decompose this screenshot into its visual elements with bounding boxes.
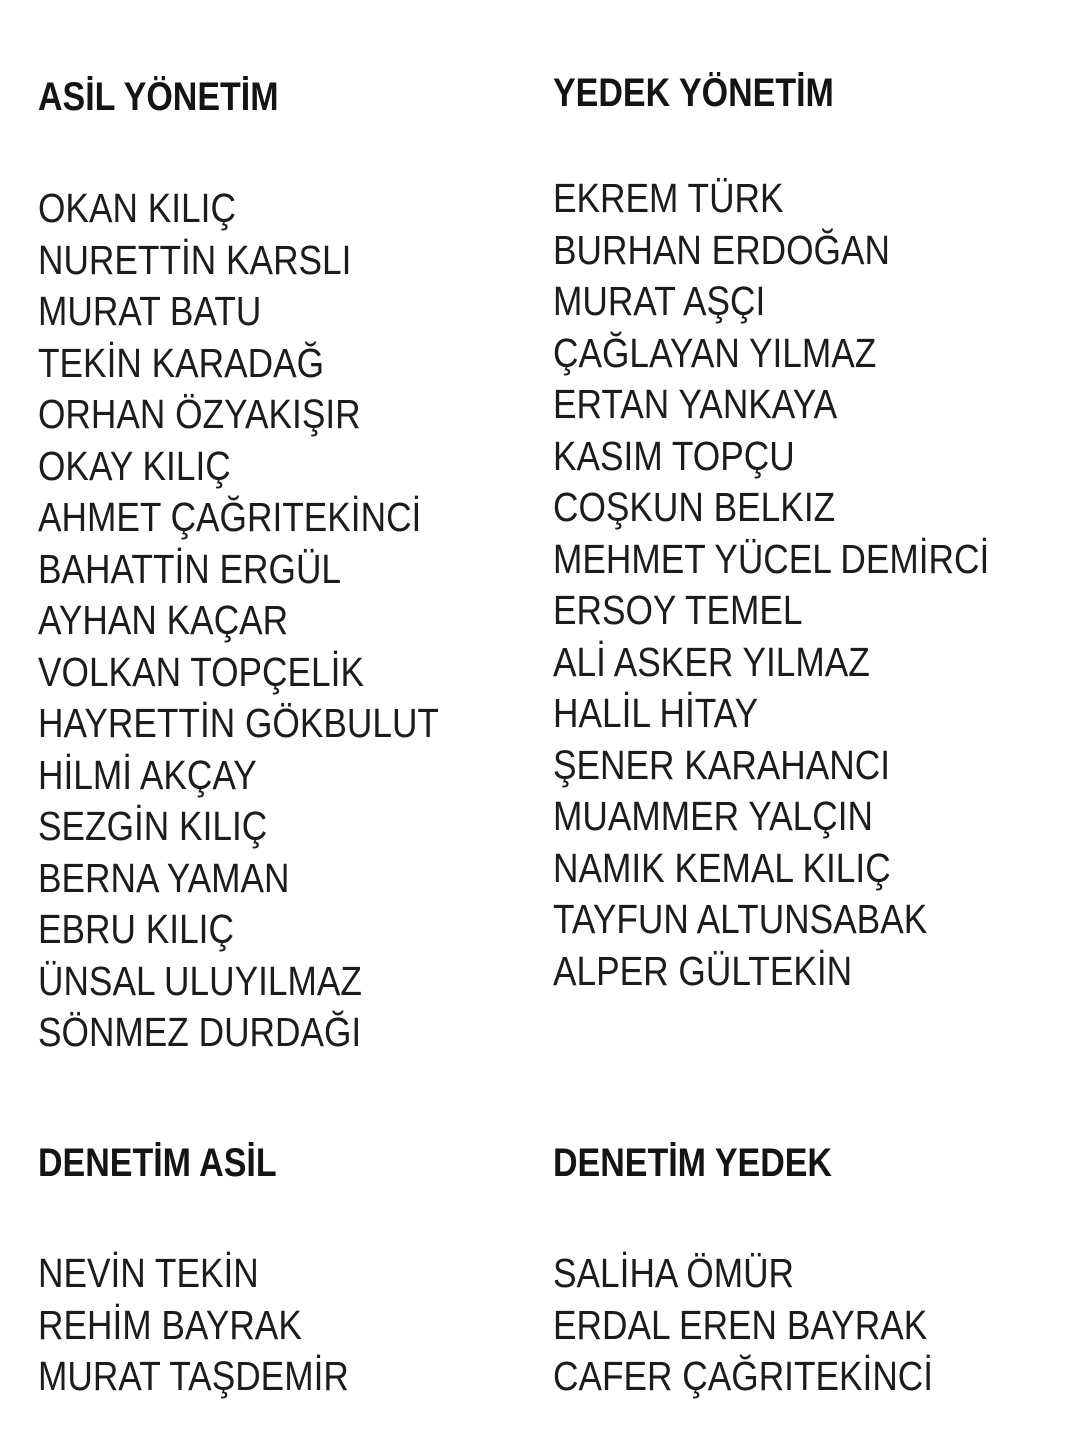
member-name: COŞKUN BELKIZ — [553, 484, 836, 530]
section-heading: YEDEK YÖNETİM — [553, 71, 834, 115]
denetim-asil-section — [38, 1140, 399, 1403]
member-name: BERNA YAMAN — [38, 854, 290, 901]
member-name: MEHMET YÜCEL DEMİRCİ — [553, 535, 990, 582]
member-name: AHMET ÇAĞRITEKİNCİ — [38, 494, 422, 540]
member-name: MURAT AŞÇI — [553, 278, 766, 324]
member-name: TAYFUN ALTUNSABAK — [553, 896, 928, 942]
member-name: KASIM TOPÇU — [553, 432, 795, 479]
member-name: ERTAN YANKAYA — [553, 381, 838, 427]
member-name: EBRU KILIÇ — [38, 906, 234, 952]
member-name: ERDAL EREN BAYRAK — [553, 1301, 928, 1348]
member-name: MUAMMER YALÇIN — [553, 793, 874, 839]
member-name: VOLKAN TOPÇELİK — [38, 648, 364, 695]
asil-yonetim-section — [38, 74, 504, 1059]
member-name: SEZGİN KILIÇ — [38, 803, 268, 849]
member-name: TEKİN KARADAĞ — [38, 339, 325, 386]
member-name: BURHAN ERDOĞAN — [553, 226, 890, 273]
section-heading: DENETİM ASİL — [38, 1141, 277, 1185]
member-name: ERSOY TEMEL — [553, 587, 803, 633]
member-name: HALİL HİTAY — [553, 690, 759, 736]
member-name: BAHATTİN ERGÜL — [38, 545, 342, 592]
member-list — [553, 173, 1060, 997]
member-name: OKAY KILIÇ — [38, 442, 231, 489]
member-name: MURAT TAŞDEMİR — [38, 1353, 349, 1399]
member-name: HAYRETTİN GÖKBULUT — [38, 700, 439, 746]
section-heading: ASİL YÖNETİM — [38, 75, 279, 119]
member-name: OKAN KILIÇ — [38, 185, 236, 231]
member-name: ALPER GÜLTEKİN — [553, 947, 853, 994]
member-name: HİLMİ AKÇAY — [38, 751, 257, 798]
member-name: ALİ ASKER YILMAZ — [553, 638, 870, 685]
member-name: AYHAN KAÇAR — [38, 597, 289, 643]
member-name: EKREM TÜRK — [553, 175, 784, 221]
member-name: SÖNMEZ DURDAĞI — [38, 1009, 362, 1055]
member-list — [553, 1248, 995, 1403]
member-name: CAFER ÇAĞRITEKİNCİ — [553, 1353, 934, 1399]
member-name: REHİM BAYRAK — [38, 1301, 302, 1348]
member-name: SALİHA ÖMÜR — [553, 1250, 795, 1296]
member-name: NURETTİN KARSLI — [38, 236, 352, 283]
member-list — [38, 183, 504, 1059]
member-name: ŞENER KARAHANCI — [553, 741, 891, 788]
member-name: ÜNSAL ULUYILMAZ — [38, 957, 362, 1004]
yedek-yonetim-section — [553, 70, 1060, 997]
denetim-yedek-section — [553, 1140, 995, 1403]
member-name: ORHAN ÖZYAKIŞIR — [38, 391, 361, 437]
member-name: ÇAĞLAYAN YILMAZ — [553, 329, 877, 376]
member-list — [38, 1248, 399, 1403]
member-name: NEVİN TEKİN — [38, 1250, 259, 1296]
member-name: NAMIK KEMAL KILIÇ — [553, 844, 891, 891]
section-heading: DENETİM YEDEK — [553, 1141, 832, 1185]
member-name: MURAT BATU — [38, 288, 262, 334]
